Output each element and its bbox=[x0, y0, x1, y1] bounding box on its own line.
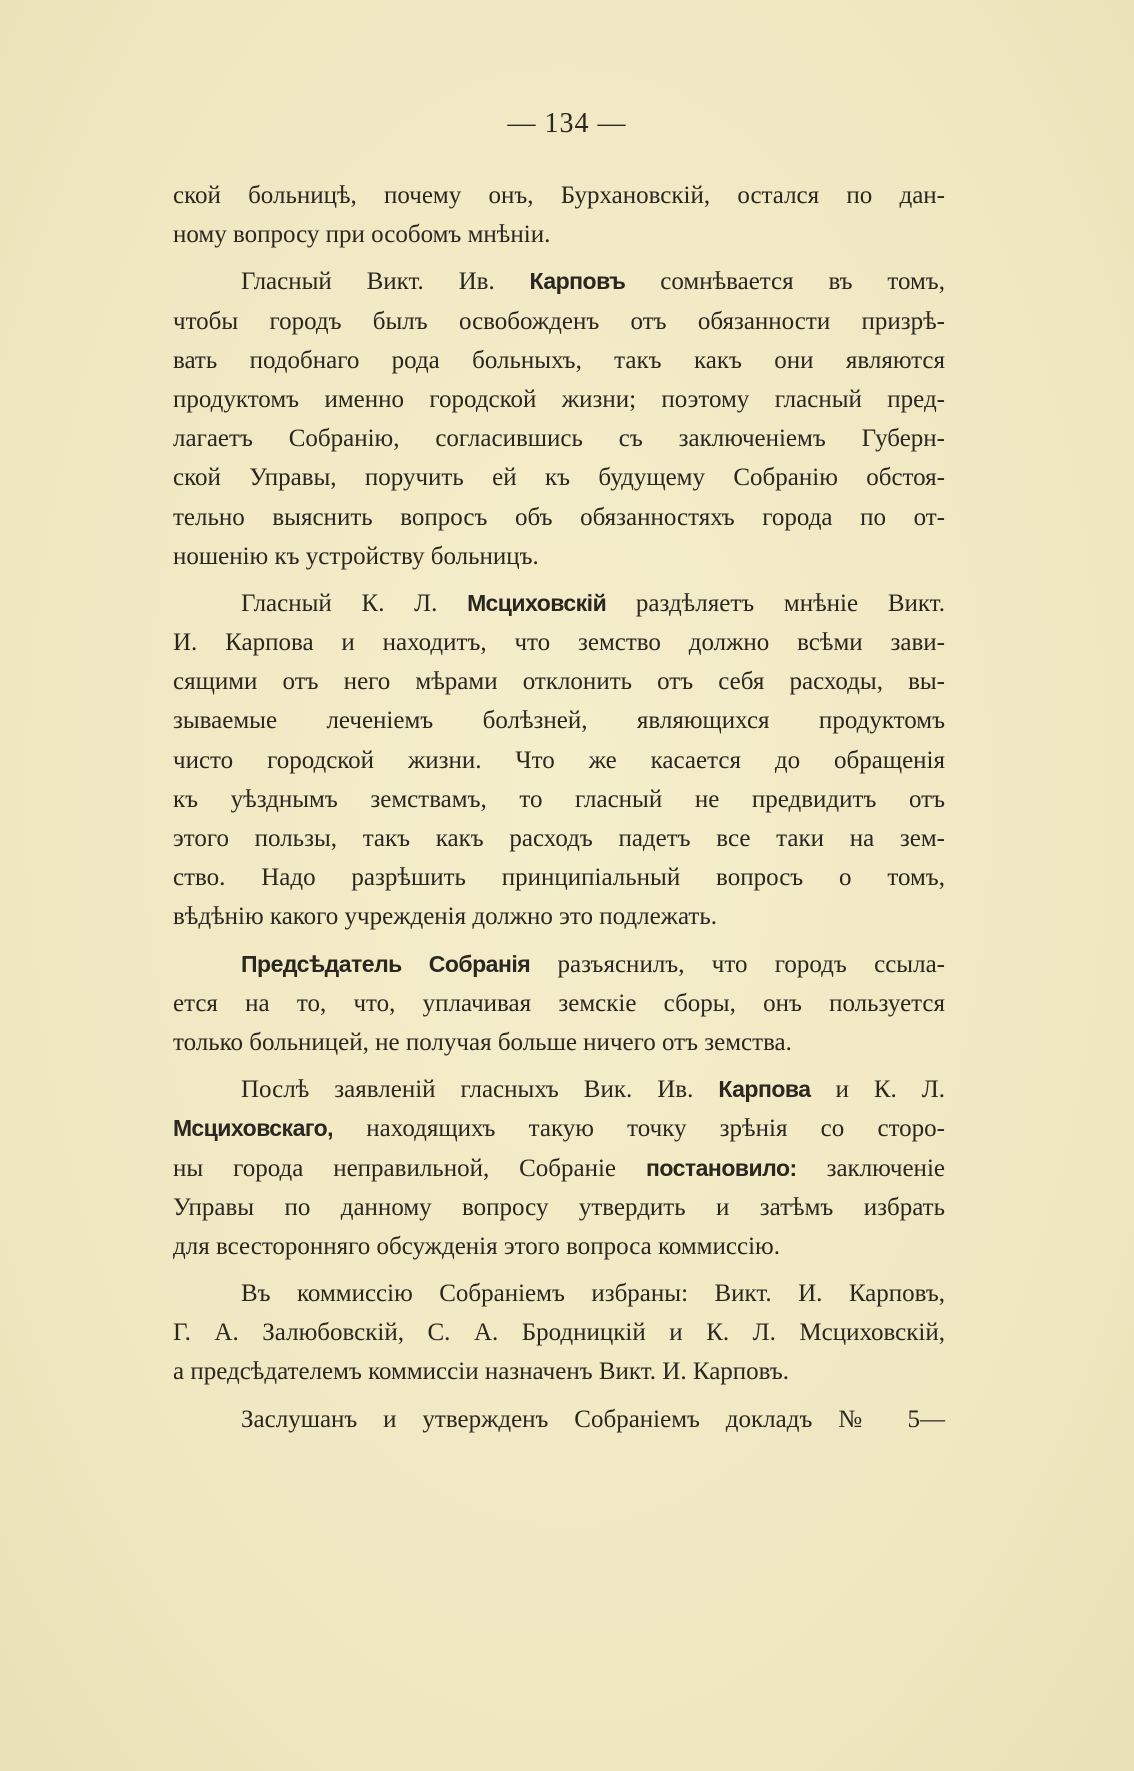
text-line bbox=[173, 215, 945, 254]
text-segment: этого пользы, такъ какъ расходъ падетъ все таки на зем- bbox=[173, 825, 945, 852]
text-segment: и К. Л. bbox=[810, 1076, 945, 1104]
text-line bbox=[173, 458, 945, 497]
bold-name: Карповъ bbox=[529, 268, 626, 295]
text-line bbox=[173, 1227, 945, 1266]
text-segment: продуктомъ именно городской жизни; поэтому гласный пред- bbox=[173, 385, 945, 413]
text-segment: ется на то, что, уплачивая земскіе сборы, онъ пользуется bbox=[173, 989, 945, 1017]
text-line bbox=[173, 380, 945, 419]
text-line bbox=[173, 1109, 945, 1148]
paragraph bbox=[173, 176, 945, 254]
text-segment: тельно выяснить вопросъ объ обязанностяхъ города по от- bbox=[173, 503, 945, 531]
text-line bbox=[173, 623, 945, 662]
paragraph bbox=[173, 1400, 945, 1439]
text-segment: лагаетъ Собранію, согласившись съ заключеніемъ Губерн- bbox=[173, 425, 945, 453]
text-line bbox=[173, 858, 945, 897]
bold-name: Предсѣдатель Собранія bbox=[241, 950, 531, 977]
text-line bbox=[173, 1400, 945, 1439]
paragraph bbox=[173, 945, 945, 1063]
text-segment: вать подобнаго рода больныхъ, такъ какъ они являются bbox=[173, 346, 945, 374]
text-segment: сящими отъ него мѣрами отклонить отъ себя расходы, вы- bbox=[173, 668, 945, 696]
text-line bbox=[173, 701, 945, 740]
text-segment: Управы по данному вопросу утвердить и затѣмъ избрать bbox=[173, 1193, 945, 1221]
bold-name: Карпова bbox=[718, 1076, 811, 1103]
text-segment: Послѣ заявленій гласныхъ Вик. Ив. bbox=[241, 1076, 719, 1104]
text-segment: заключеніе bbox=[796, 1154, 945, 1182]
text-line bbox=[173, 984, 945, 1023]
text-line bbox=[173, 662, 945, 701]
text-line bbox=[173, 945, 945, 984]
text-segment: ношенію къ устройству больницъ. bbox=[173, 542, 539, 570]
text-line bbox=[173, 1023, 945, 1062]
text-line bbox=[173, 584, 945, 623]
paragraph bbox=[173, 1274, 945, 1392]
text-line bbox=[173, 1149, 945, 1188]
text-line bbox=[173, 1274, 945, 1313]
bold-name: Мсциховскаго, bbox=[173, 1115, 334, 1142]
paragraph bbox=[173, 262, 945, 576]
text-segment: ской Управы, поручить ей къ будущему Собранію обстоя- bbox=[173, 464, 945, 492]
text-segment: Г. А. Залюбовскій, С. А. Бродницкій и К. Л. Мсциховскій, bbox=[173, 1319, 945, 1347]
text-line bbox=[173, 897, 945, 936]
paragraph bbox=[173, 584, 945, 937]
text-segment: сомнѣвается въ томъ, bbox=[625, 268, 945, 296]
text-line bbox=[173, 819, 945, 858]
text-segment: ному вопросу при особомъ мнѣніи. bbox=[173, 221, 551, 249]
body-text bbox=[173, 176, 945, 1447]
text-line bbox=[173, 1070, 945, 1109]
bold-name: Мсциховскій bbox=[467, 589, 607, 616]
text-segment: а предсѣдателемъ коммиссіи назначенъ Викт. И. Карповъ. bbox=[173, 1358, 790, 1386]
text-segment: Заслушанъ и утвержденъ Собраніемъ докладъ № 5— bbox=[241, 1405, 945, 1433]
text-segment: И. Карпова и находитъ, что земство должно всѣми зави- bbox=[173, 629, 945, 657]
text-line bbox=[173, 302, 945, 341]
text-line bbox=[173, 1352, 945, 1391]
text-line bbox=[173, 1188, 945, 1227]
text-line bbox=[173, 1313, 945, 1352]
paragraph bbox=[173, 1070, 945, 1266]
text-line bbox=[173, 537, 945, 576]
text-line bbox=[173, 176, 945, 215]
text-line bbox=[173, 341, 945, 380]
text-segment: раздѣляетъ мнѣніе Викт. bbox=[606, 589, 945, 617]
text-line bbox=[173, 498, 945, 537]
text-segment: чтобы городъ былъ освобожденъ отъ обязанности призрѣ- bbox=[173, 307, 945, 335]
text-segment: Въ коммиссію Собраніемъ избраны: Викт. И. Карповъ, bbox=[241, 1280, 945, 1308]
text-segment: Гласный Викт. Ив. bbox=[241, 268, 530, 296]
text-segment: ской больницѣ, почему онъ, Бурхановскій, остался по дан- bbox=[173, 182, 945, 209]
text-segment: ны города неправильной, Собраніе bbox=[173, 1154, 646, 1182]
text-segment: только больницей, не получая больше ничего отъ земства. bbox=[173, 1028, 792, 1056]
bold-name: постановило: bbox=[645, 1154, 797, 1181]
text-line bbox=[173, 419, 945, 458]
text-segment: вѣдѣнію какого учрежденія должно это подлежать. bbox=[173, 903, 717, 931]
text-segment: разъяснилъ, что городъ ссыла- bbox=[530, 950, 946, 978]
page-number: — 134 — bbox=[507, 108, 627, 139]
text-segment: для всесторонняго обсужденія этого вопроса коммиссію. bbox=[173, 1232, 780, 1260]
text-segment: Гласный К. Л. bbox=[241, 589, 468, 617]
text-segment: къ уѣзднымъ земствамъ, то гласный не предвидитъ отъ bbox=[173, 785, 945, 813]
text-line bbox=[173, 262, 945, 301]
text-segment: находящихъ такую точку зрѣнія со сторо- bbox=[333, 1115, 945, 1143]
text-line bbox=[173, 780, 945, 819]
text-line bbox=[173, 741, 945, 780]
text-segment: зываемые леченіемъ болѣзней, являющихся продуктомъ bbox=[173, 707, 945, 735]
text-segment: чисто городской жизни. Что же касается до обращенія bbox=[173, 746, 945, 774]
text-segment: ство. Надо разрѣшить принципіальный вопросъ о томъ, bbox=[173, 864, 945, 892]
